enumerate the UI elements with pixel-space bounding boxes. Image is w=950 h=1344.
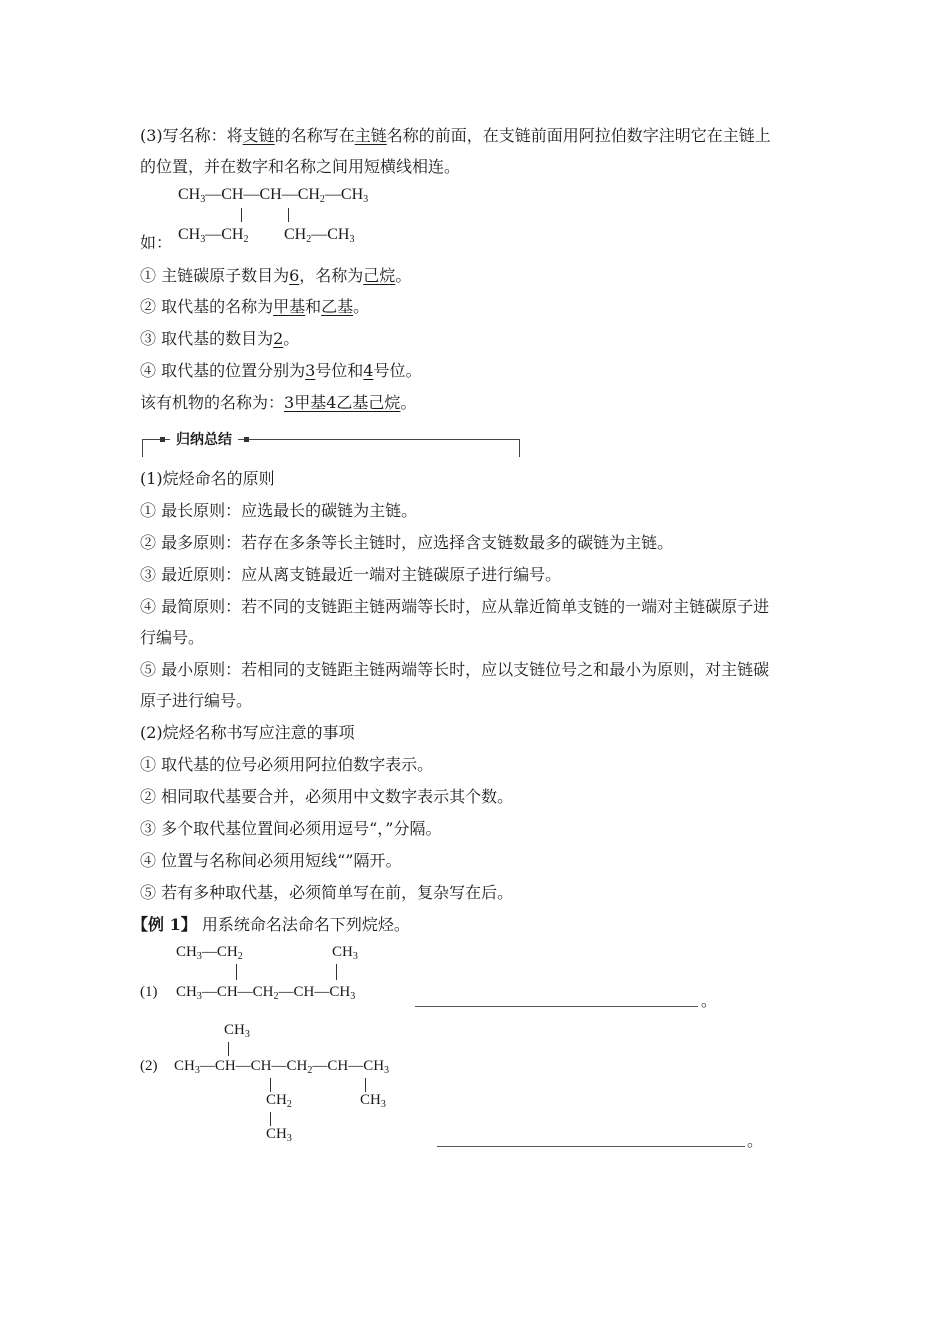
text: ② 取代基的名称为 <box>140 297 274 316</box>
branch-ethyl-right: $CH_2—CH_3$ <box>284 226 355 245</box>
item-4 <box>140 360 422 382</box>
text: ① 主链碳原子数目为 <box>140 266 290 285</box>
answer: 甲基 <box>273 297 306 316</box>
text: 。 <box>283 329 300 348</box>
branch-bottom: $CH_3$ <box>266 1126 292 1144</box>
bond-line <box>236 964 237 980</box>
square-bullet-icon <box>244 437 249 442</box>
branch-bottom-right: $CH_3$ <box>360 1092 386 1110</box>
branch-ethyl-left: $CH_3—CH_2$ <box>178 226 249 245</box>
rule-4-cont: 行编号。 <box>140 628 205 647</box>
example-label: 如： <box>140 233 173 252</box>
answer: 3 <box>305 361 316 380</box>
text: (3)写名称：将 <box>140 126 243 145</box>
period: 。 <box>701 991 718 1010</box>
answer: 2 <box>273 329 284 348</box>
period: 。 <box>747 1131 764 1150</box>
compound-name-line <box>140 392 416 414</box>
question-label: (2) <box>140 1058 158 1074</box>
bond-line <box>288 208 289 222</box>
main-chain: $CH_3—CH—CH_2—CH—CH_3$ <box>176 984 356 1002</box>
rule-1: ① 最长原则：应选最长的碳链为主链。 <box>140 501 418 520</box>
paragraph-line: 的位置，并在数字和名称之间用短横线相连。 <box>140 157 461 176</box>
note-2: ② 相同取代基要合并，必须用中文数字表示其个数。 <box>140 787 514 806</box>
item-3 <box>140 328 299 350</box>
answer: 3甲基4乙基己烷 <box>284 393 401 412</box>
note-4: ④ 位置与名称间必须用短线“”隔开。 <box>140 851 402 870</box>
bond-line <box>241 208 242 222</box>
answer: 乙基 <box>321 297 354 316</box>
summary-header <box>140 427 520 459</box>
branch-top-left: $CH_3—CH_2$ <box>176 944 243 962</box>
branch-top: $CH_3$ <box>224 1022 250 1040</box>
branch-top-right: $CH_3$ <box>332 944 358 962</box>
text: ③ 取代基的数目为 <box>140 329 274 348</box>
main-chain: $CH_3—CH—CH—CH_2—CH_3$ <box>178 186 369 205</box>
bond-line <box>270 1078 271 1092</box>
rule-3: ③ 最近原则：应从离支链最近一端对主链碳原子进行编号。 <box>140 565 562 584</box>
divider <box>519 439 520 457</box>
summary-heading-2: (2)烷烃名称书写应注意的事项 <box>140 723 355 742</box>
answer: 6 <box>289 266 300 285</box>
rule-5: ⑤ 最小原则：若相同的支链距主链两端等长时，应以支链位号之和最小为原则，对主链碳 <box>140 660 770 679</box>
text: 号位。 <box>373 361 422 380</box>
bond-line <box>228 1042 229 1056</box>
answer: 己烷 <box>363 266 396 285</box>
note-3: ③ 多个取代基位置间必须用逗号“，”分隔。 <box>140 819 442 838</box>
bond-line <box>270 1112 271 1126</box>
rule-2: ② 最多原则：若存在多条等长主链时，应选择含支链数最多的碳链为主链。 <box>140 533 674 552</box>
question-label: (1) <box>140 984 158 1000</box>
text: ④ 取代基的位置分别为 <box>140 361 306 380</box>
summary-heading-1: (1)烷烃命名的原则 <box>140 469 275 488</box>
text: 和 <box>305 297 322 316</box>
answer: 4 <box>363 361 374 380</box>
rule-5-cont: 原子进行编号。 <box>140 691 253 710</box>
text: 的名称写在 <box>274 126 355 145</box>
text: 号位和 <box>315 361 364 380</box>
square-bullet-icon <box>160 437 165 442</box>
item-1 <box>140 265 411 287</box>
text: 。 <box>353 297 370 316</box>
example-line <box>132 914 410 936</box>
example-label: 【例 1】 <box>132 915 197 934</box>
divider <box>142 439 143 457</box>
answer-blank[interactable] <box>415 1006 698 1007</box>
text: 该有机物的名称为： <box>140 393 285 412</box>
summary-title: 归纳总结 <box>170 429 238 449</box>
answer-blank[interactable] <box>437 1146 745 1147</box>
text: ，名称为 <box>299 266 364 285</box>
bond-line <box>336 964 337 980</box>
note-1: ① 取代基的位号必须用阿拉伯数字表示。 <box>140 755 434 774</box>
main-chain: $CH_3—CH—CH—CH_2—CH—CH_3$ <box>174 1058 390 1076</box>
text: 。 <box>400 393 417 412</box>
example-text: 用系统命名法命名下列烷烃。 <box>201 915 410 934</box>
text: 。 <box>395 266 412 285</box>
rule-4: ④ 最简原则：若不同的支链距主链两端等长时，应从靠近简单支链的一端对主链碳原子进 <box>140 597 770 616</box>
paragraph-line <box>140 125 771 147</box>
branch-ch2: $CH_2$ <box>266 1092 292 1110</box>
text: 名称的前面，在支链前面用阿拉伯数字注明它在主链上 <box>386 126 771 145</box>
bond-line <box>365 1078 366 1092</box>
underlined-term: 主链 <box>354 126 387 145</box>
underlined-term: 支链 <box>242 126 275 145</box>
note-5: ⑤ 若有多种取代基，必须简单写在前，复杂写在后。 <box>140 883 514 902</box>
item-2 <box>140 296 369 318</box>
